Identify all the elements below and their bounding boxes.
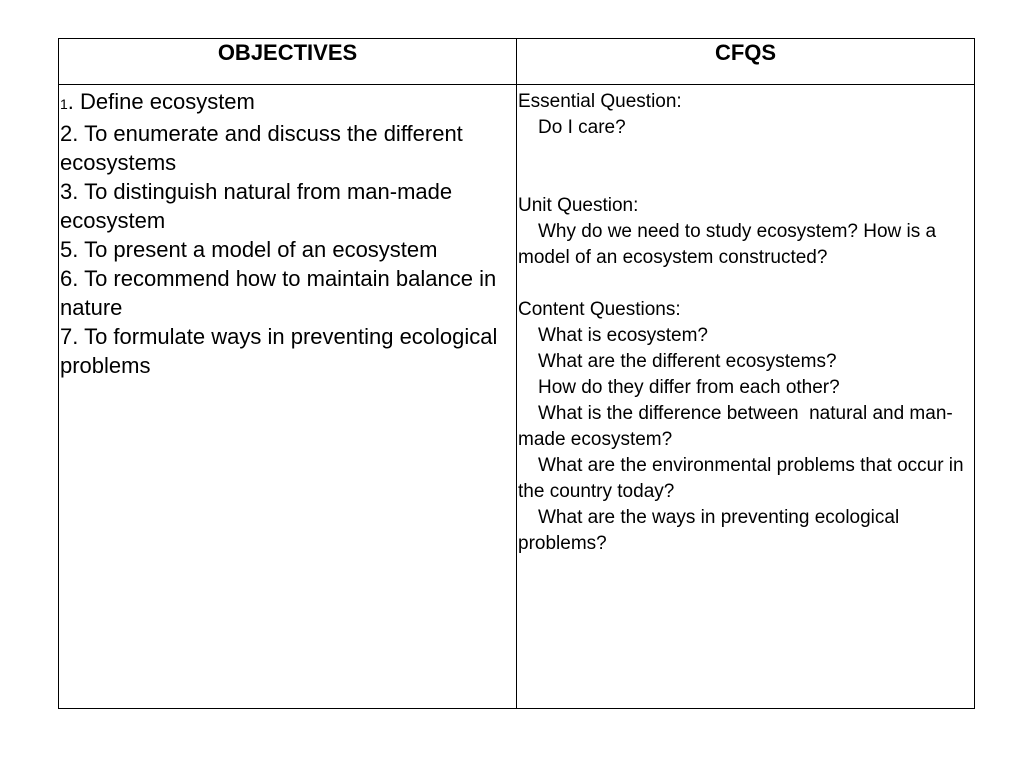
spacer (518, 141, 976, 193)
column-divider (516, 39, 517, 708)
unit-question-label: Unit Question: (518, 195, 639, 216)
objective-text: . To recommend how to maintain balance in nature (60, 266, 497, 320)
content-question (518, 375, 976, 401)
objective-item (60, 177, 516, 235)
content-question (518, 453, 976, 505)
objective-item (60, 119, 516, 177)
cfqs-header: CFQS (714, 39, 777, 65)
spacer (518, 271, 976, 297)
objectives-header: OBJECTIVES (217, 39, 358, 65)
essential-question: Do I care? (538, 117, 626, 138)
content-question-text: What are the ways in preventing ecological problems? (518, 507, 905, 554)
objective-text: . To present a model of an ecosystem (72, 237, 438, 262)
cfqs-cell (518, 89, 976, 557)
content-question (518, 401, 976, 453)
objective-text: . To enumerate and discuss the different ecosystems (60, 121, 463, 175)
unit-question-text: Why do we need to study ecosystem? How is a model of an ecosystem constructed? (518, 221, 942, 268)
objective-item (60, 235, 516, 264)
objectives-cfqs-table (58, 38, 975, 709)
objective-number: 1 (60, 96, 68, 112)
content-question (518, 349, 976, 375)
objective-number: 7 (60, 324, 73, 349)
objective-item (60, 322, 516, 380)
content-question (518, 505, 976, 557)
content-question-text: What are the different ecosystems? (538, 351, 837, 372)
objective-number: 5 (60, 237, 73, 262)
essential-question-label: Essential Question: (518, 91, 682, 112)
objective-item (60, 87, 516, 119)
content-question-text: What are the environmental problems that occur in the country today? (518, 455, 969, 502)
content-question-text: What is ecosystem? (538, 325, 708, 346)
objective-text: . To formulate ways in preventing ecological problems (60, 324, 498, 378)
objective-text: . To distinguish natural from man-made ecosystem (60, 179, 453, 233)
unit-question (518, 219, 976, 271)
objective-number: 3 (60, 179, 73, 204)
objectives-cell (60, 87, 516, 380)
content-question (518, 323, 976, 349)
content-question-text: What is the difference between natural and man-made ecosystem? (518, 403, 953, 450)
objective-text: . Define ecosystem (67, 89, 255, 114)
objective-number: 6 (60, 266, 73, 291)
content-question-text: How do they differ from each other? (538, 377, 840, 398)
objective-number: 2 (60, 121, 73, 146)
content-question-label: Content Questions: (518, 299, 681, 320)
objective-item (60, 264, 516, 322)
